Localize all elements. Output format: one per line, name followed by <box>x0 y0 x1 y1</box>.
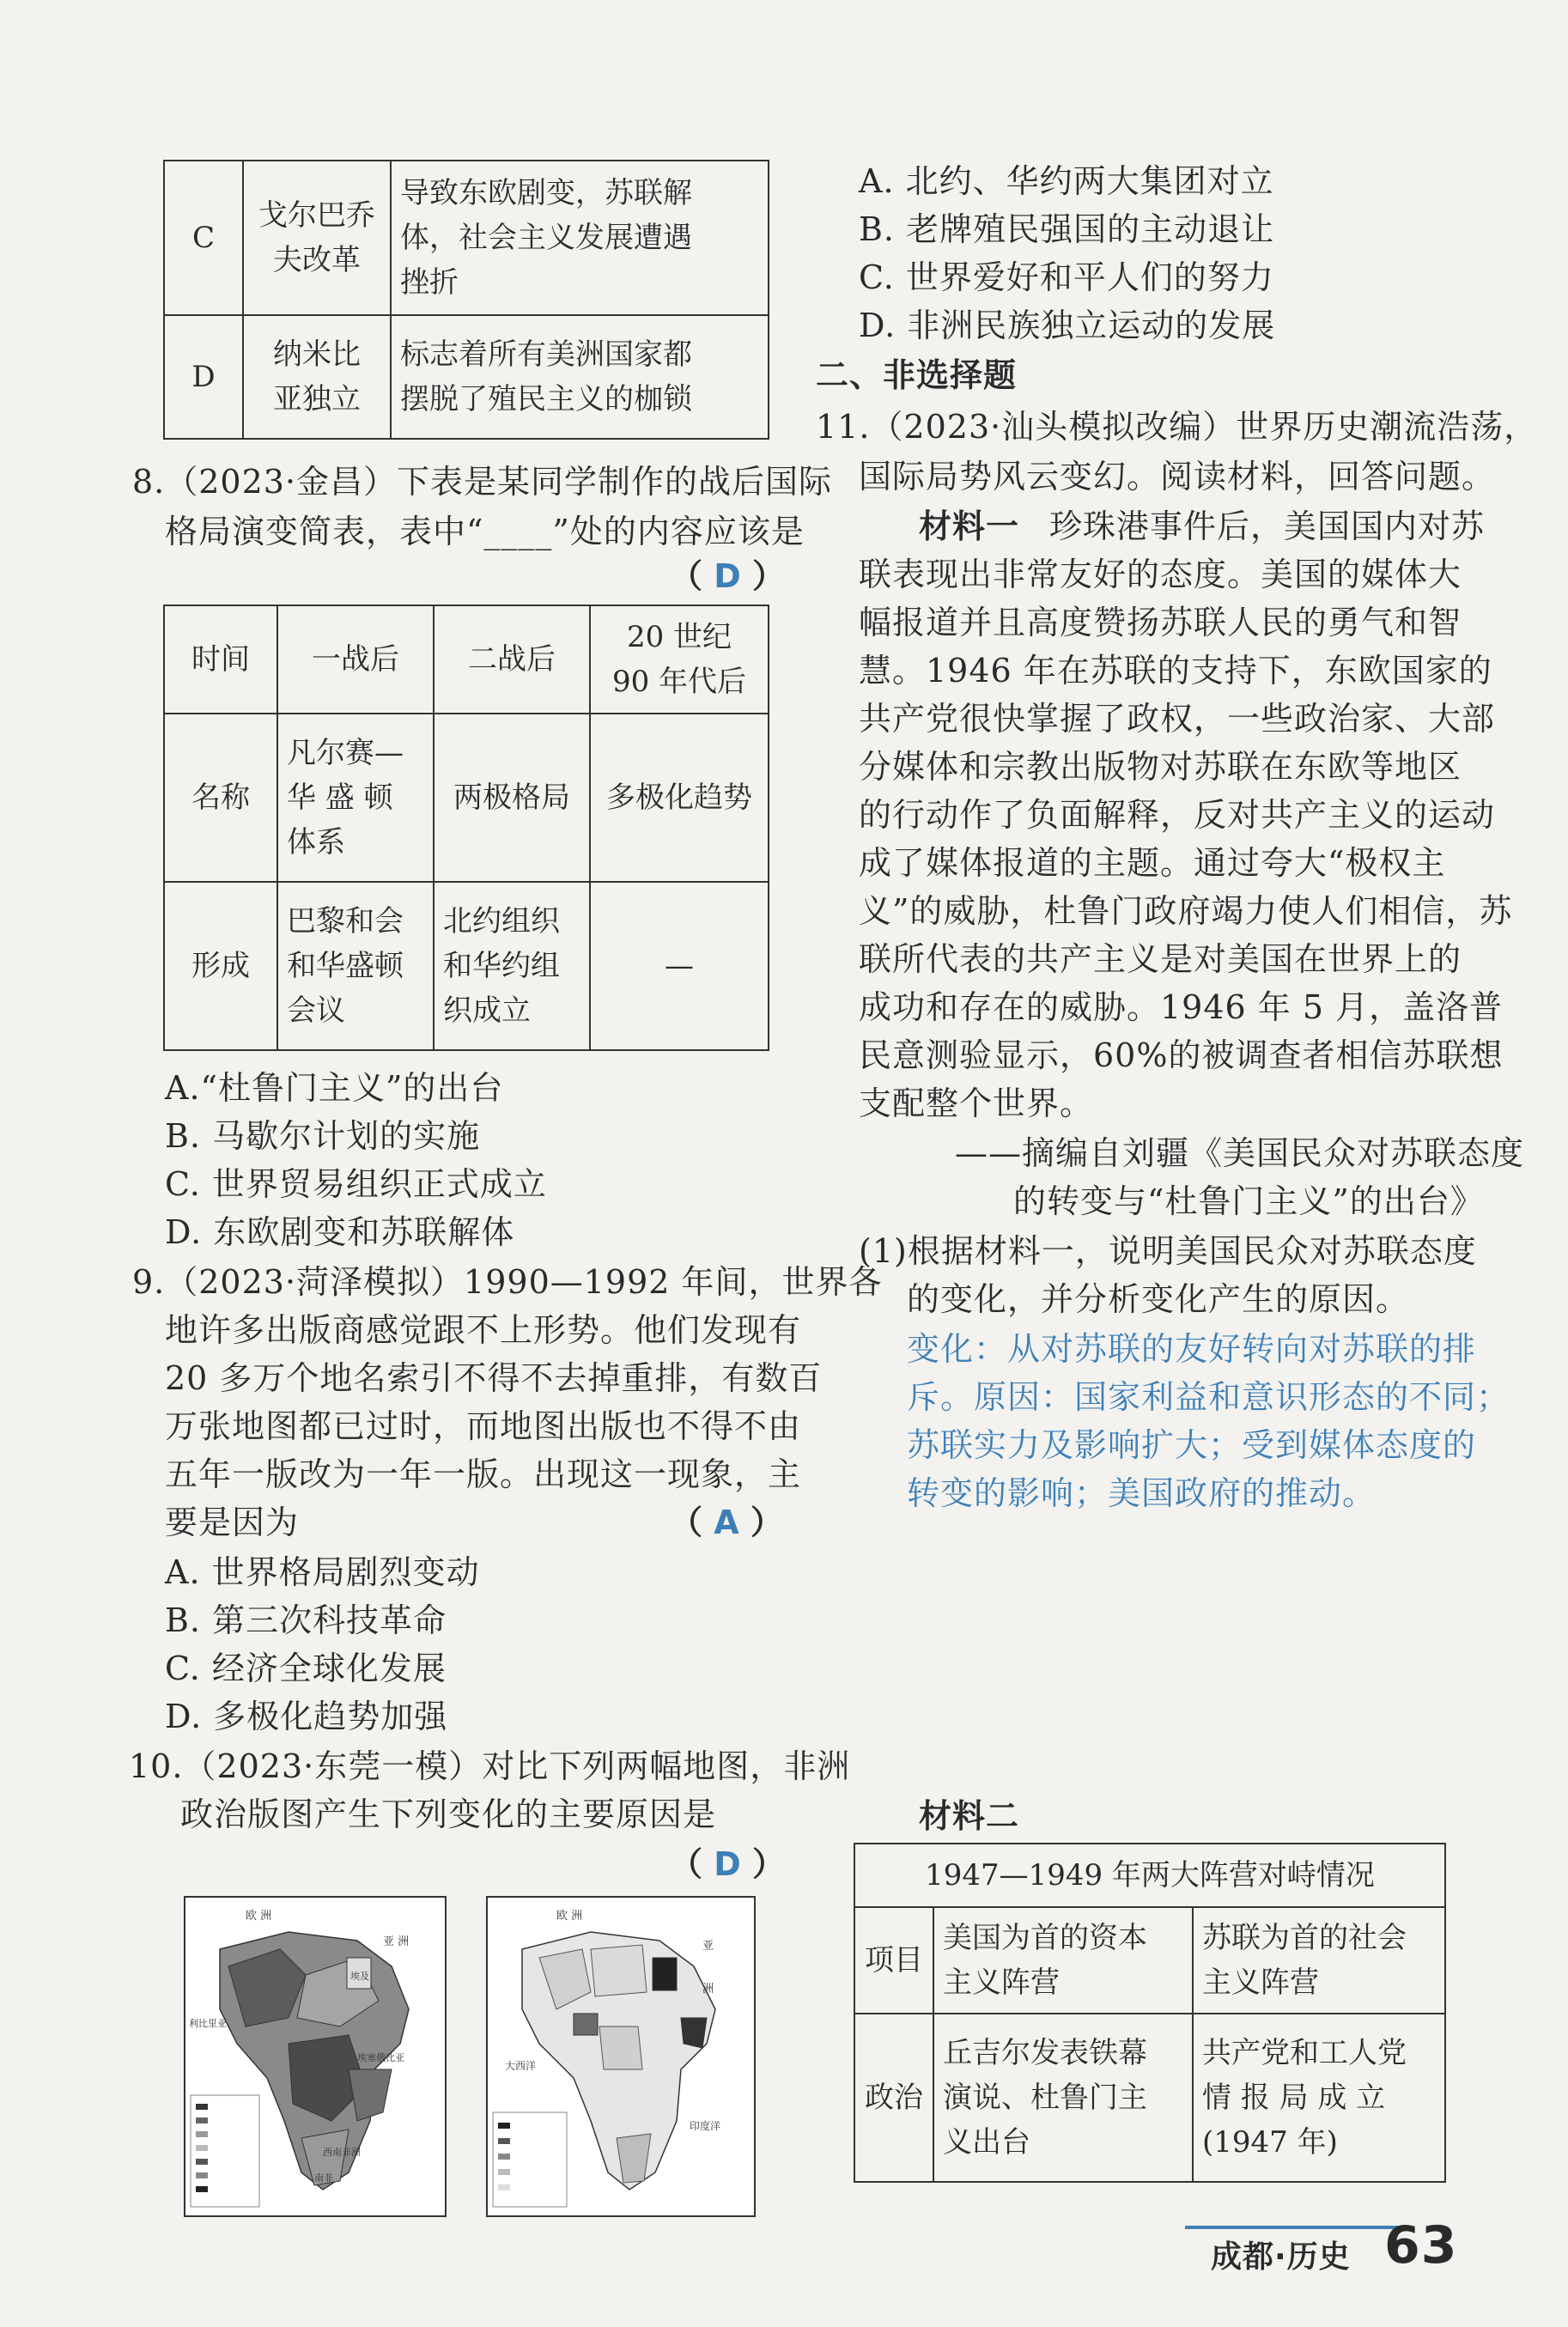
table-cell <box>933 2014 1193 2182</box>
page-number: 63 <box>1384 2215 1458 2275</box>
question-10-line: 10.（2023·东莞一模）对比下列两幅地图，非洲 <box>129 1747 851 1785</box>
cell-line: 摆脱了殖民主义的枷锁 <box>400 382 692 416</box>
table-cell: 项目 <box>854 1907 933 2014</box>
cell-line: 体系 <box>287 825 345 860</box>
table-cell: 政治 <box>854 2014 933 2182</box>
table-cell <box>1193 1907 1445 2014</box>
footer-rule <box>1185 2226 1408 2229</box>
answer-bracket: （ A ） <box>670 1503 783 1541</box>
answer-text: 转变的影响；美国政府的推动。 <box>907 1474 1377 1512</box>
material-1-line: 联所代表的共产主义是对美国在世界上的 <box>859 940 1462 978</box>
cell-line: 情 报 局 成 立 <box>1202 2081 1386 2115</box>
answer-text: 斥。原因：国家利益和意识形态的不同； <box>907 1378 1510 1416</box>
cell-line: 演说、杜鲁门主 <box>943 2081 1147 2115</box>
cell-line: 和华盛顿 <box>287 949 404 983</box>
answer-letter: A <box>714 1504 739 1541</box>
table-row <box>164 161 769 315</box>
answer-letter: D <box>714 1845 741 1883</box>
map-label: 南非 <box>314 2172 333 2184</box>
cell-line: 标志着所有美洲国家都 <box>400 337 692 372</box>
table-cell: D <box>164 315 243 439</box>
cell-line: (1947 年) <box>1202 2125 1338 2160</box>
table-cell <box>391 161 769 315</box>
cell-line: 美国为首的资本 <box>943 1921 1147 1955</box>
sub-question-1: (1)根据材料一，说明美国民众对苏联态度 <box>859 1232 1477 1270</box>
table-row <box>164 714 769 882</box>
africa-map-before <box>184 1896 447 2217</box>
option-a[interactable]: A. 世界格局剧烈变动 <box>165 1553 480 1591</box>
question-9-line: 20 多万个地名索引不得不去掉重排，有数百 <box>165 1359 823 1397</box>
table-cell: 多极化趋势 <box>590 714 769 882</box>
cell-line: 苏联为首的社会 <box>1202 1921 1407 1955</box>
material-1-line: 慧。1946 年在苏联的支持下，东欧国家的 <box>859 652 1492 690</box>
cell-line: 巴黎和会 <box>287 904 404 939</box>
material-1-line: 分媒体和宗教出版物对苏联在东欧等地区 <box>859 748 1462 786</box>
material-1-line: 民意测验显示，60%的被调查者相信苏联想 <box>859 1036 1504 1074</box>
material-1-line: 支配整个世界。 <box>859 1085 1094 1122</box>
table-cell: 一战后 <box>277 605 434 714</box>
table-cell <box>277 882 434 1050</box>
option-c[interactable]: C. 经济全球化发展 <box>165 1650 447 1687</box>
source-citation: ——摘编自刘疆《美国民众对苏联态度 <box>955 1134 1525 1172</box>
question-9-line: 万张地图都已过时，而地图出版也不得不由 <box>165 1407 802 1445</box>
map-label: 大西洋 <box>505 2060 537 2072</box>
table-row <box>854 1844 1445 1907</box>
table-cell: 名称 <box>164 714 277 882</box>
cell-line: 挫折 <box>400 265 459 300</box>
material-1-line: 共产党很快掌握了政权，一些政治家、大部 <box>859 700 1496 738</box>
material-1-line: 联表现出非常友好的态度。美国的媒体大 <box>859 556 1462 593</box>
table-cell: C <box>164 161 243 315</box>
cell-line: 丘吉尔发表铁幕 <box>943 2036 1147 2070</box>
option-d[interactable]: D. 多极化趋势加强 <box>165 1698 448 1735</box>
table-cell <box>243 161 391 315</box>
table-cell: 时间 <box>164 605 277 714</box>
answer-bracket: （ D ） <box>670 556 786 595</box>
cell-line: 和华约组 <box>443 949 560 983</box>
material-1-line: 成功和存在的威胁。1946 年 5 月，盖洛普 <box>859 988 1504 1026</box>
question-10-line: 政治版图产生下列变化的主要原因是 <box>180 1795 717 1833</box>
answer-text: 变化：从对苏联的友好转向对苏联的排 <box>907 1330 1477 1368</box>
sub-question-1: 的变化，并分析变化产生的原因。 <box>907 1280 1410 1318</box>
africa-map-after-graphic <box>488 1898 754 2215</box>
map-label: 亚 <box>702 1940 714 1953</box>
map-label: 埃及 <box>350 1971 369 1982</box>
cell-line: 主义阵营 <box>943 1965 1060 2000</box>
answer-text: 苏联实力及影响扩大；受到媒体态度的 <box>907 1426 1477 1464</box>
question-9-line: 五年一版改为一年一版。出现这一现象，主 <box>165 1455 802 1493</box>
table-cell <box>391 315 769 439</box>
table-row <box>164 882 769 1050</box>
map-label: 欧 洲 <box>556 1910 583 1923</box>
cell-line: 华 盛 顿 <box>287 781 393 815</box>
option-b[interactable]: B. 老牌殖民强国的主动退让 <box>859 210 1275 248</box>
map-label: 埃塞俄比亚 <box>357 2052 404 2063</box>
africa-map-after <box>486 1896 756 2217</box>
question-8-line: 格局演变简表，表中“____”处的内容应该是 <box>165 513 805 550</box>
cell-line: 戈尔巴乔 <box>258 198 375 233</box>
map-label: 亚 洲 <box>383 1935 410 1948</box>
question-11-line: 11.（2023·汕头模拟改编）世界历史潮流浩荡， <box>816 408 1538 446</box>
table-cell: — <box>590 882 769 1050</box>
table-cell: 形成 <box>164 882 277 1050</box>
africa-map-before-graphic <box>185 1898 445 2215</box>
table-cell <box>434 882 590 1050</box>
table-cell <box>277 714 434 882</box>
question-9-line: 9.（2023·菏泽模拟）1990—1992 年间，世界各 <box>132 1263 883 1301</box>
question-11-line: 国际局势风云变幻。阅读材料，回答问题。 <box>859 458 1496 495</box>
cell-line: 夫改革 <box>273 243 361 277</box>
material-1-label: 材料一 <box>919 507 1020 545</box>
map-label: 洲 <box>702 1983 714 1996</box>
option-c[interactable]: C. 世界贸易组织正式成立 <box>165 1165 547 1203</box>
table-cell <box>933 1907 1193 2014</box>
cell-line: 义出台 <box>943 2125 1030 2160</box>
material-2-table <box>854 1843 1446 2183</box>
map-label: 欧 洲 <box>246 1910 272 1923</box>
option-a[interactable]: A.“杜鲁门主义”的出台 <box>165 1069 504 1107</box>
cell-line: 主义阵营 <box>1202 1965 1319 2000</box>
material-1-line: 成了媒体报道的主题。通过夸大“极权主 <box>859 844 1446 882</box>
table-cell: 两极格局 <box>434 714 590 882</box>
option-d[interactable]: D. 东欧剧变和苏联解体 <box>165 1213 515 1251</box>
cell-line: 北约组织 <box>443 904 560 939</box>
option-b[interactable]: B. 第三次科技革命 <box>165 1601 447 1639</box>
cell-line: 20 世纪 <box>626 620 732 654</box>
answer-letter: D <box>714 557 741 595</box>
options-table-cd <box>163 160 769 440</box>
table-cell: 二战后 <box>434 605 590 714</box>
cell-line: 会议 <box>287 993 345 1028</box>
section-heading: 二、非选择题 <box>816 356 1018 394</box>
option-b[interactable]: B. 马歇尔计划的实施 <box>165 1117 481 1155</box>
option-a[interactable]: A. 北约、华约两大集团对立 <box>859 162 1274 200</box>
material-1-line: 幅报道并且高度赞扬苏联人民的勇气和智 <box>859 604 1462 641</box>
table-cell <box>243 315 391 439</box>
source-citation: 的转变与“杜鲁门主义”的出台》 <box>1013 1182 1484 1220</box>
option-d[interactable]: D. 非洲民族独立运动的发展 <box>859 307 1276 344</box>
question-9-line: 要是因为 <box>165 1504 300 1541</box>
table-cell <box>1193 2014 1445 2182</box>
material-2-label: 材料二 <box>919 1797 1020 1835</box>
material-1-line: 的行动作了负面解释，反对共产主义的运动 <box>859 796 1496 834</box>
option-c[interactable]: C. 世界爱好和平人们的努力 <box>859 258 1274 296</box>
material-1-line: 珍珠港事件后，美国国内对苏 <box>1049 507 1486 545</box>
table-row <box>854 1907 1445 2014</box>
material-1-line: 义”的威胁，杜鲁门政府竭力使人们相信，苏 <box>859 892 1513 930</box>
cell-line: 导致东欧剧变，苏联解 <box>400 176 692 210</box>
map-label: 西南非洲 <box>323 2147 361 2158</box>
question-8-table <box>163 605 769 1051</box>
cell-line: 凡尔赛— <box>287 736 404 770</box>
question-8-line: 8.（2023·金昌）下表是某同学制作的战后国际 <box>132 463 833 501</box>
answer-bracket: （ D ） <box>670 1844 786 1883</box>
cell-line: 纳米比 <box>273 337 361 372</box>
table-row <box>164 315 769 439</box>
footer-label: 成都·历史 <box>1211 2239 1351 2275</box>
map-label: 印度洋 <box>690 2120 721 2132</box>
table-title: 1947—1949 年两大阵营对峙情况 <box>854 1844 1445 1907</box>
cell-line: 共产党和工人党 <box>1202 2036 1407 2070</box>
map-label: 利比里亚 <box>189 2018 227 2029</box>
table-cell <box>590 605 769 714</box>
table-row <box>854 2014 1445 2182</box>
question-9-line: 地许多出版商感觉跟不上形势。他们发现有 <box>165 1311 802 1349</box>
cell-line: 体，社会主义发展遭遇 <box>400 221 692 255</box>
cell-line: 织成立 <box>443 993 531 1028</box>
table-row <box>164 605 769 714</box>
cell-line: 90 年代后 <box>611 665 747 699</box>
cell-line: 亚独立 <box>273 382 361 416</box>
